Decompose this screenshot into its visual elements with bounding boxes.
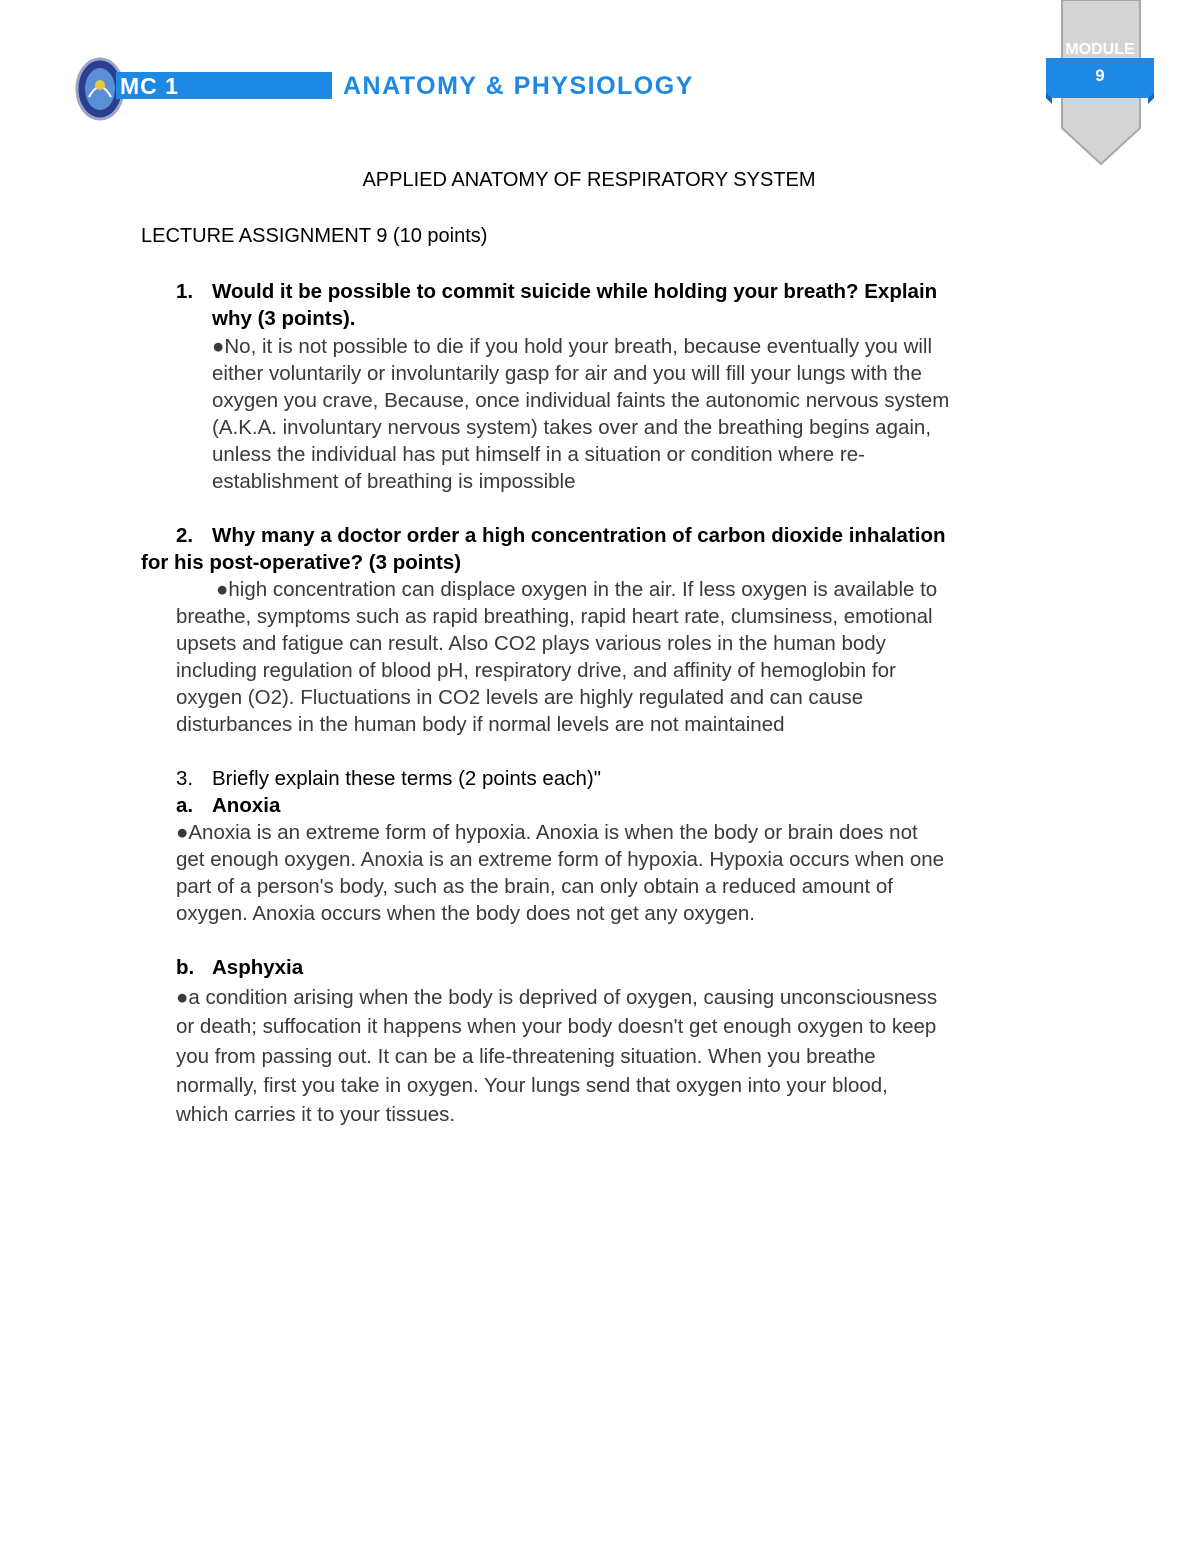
q3b-term: Asphyxia (212, 956, 304, 979)
q3b-label: b. (176, 956, 195, 979)
q3a-term: Anoxia (212, 794, 281, 817)
module-number: 9 (1095, 66, 1105, 85)
q3a-answer: ●Anoxia is an extreme form of hypoxia. Anoxia is when the body or brain does not get enough oxygen. Anoxia is an extreme form of hypoxia. Hypoxia occurs when one part of a person's body, such as the brain, can only obtain a reduced amount of oxygen. Anoxia occurs when the body does not get any oxygen. (176, 821, 945, 925)
module-badge (1038, 0, 1162, 170)
q1-number: 1. (176, 280, 194, 303)
q3b-answer: ●a condition arising when the body is deprived of oxygen, causing unconsciousness or death; suffocation it happens when your body doesn't get enough oxygen to keep you from passing out. It can be a life-threatening situation. When you breathe normally, first you take in oxygen. Your lungs send that oxygen into your blood, which carries it to your tissues. (176, 986, 938, 1127)
q3a-label: a. (176, 794, 194, 817)
q2-question-line2: for his post-operative? (3 points) (141, 551, 462, 574)
assignment-heading: LECTURE ASSIGNMENT 9 (10 points) (141, 225, 488, 247)
q2-number: 2. (176, 524, 194, 547)
q1-question: Would it be possible to commit suicide while holding your breath? Explain why (3 points). (212, 280, 938, 330)
subject-title: ANATOMY & PHYSIOLOGY (343, 72, 694, 100)
q2-question-line1: Why many a doctor order a high concentration of carbon dioxide inhalation (212, 524, 946, 547)
document-title: APPLIED ANATOMY OF RESPIRATORY SYSTEM (362, 169, 816, 191)
q1-answer: ●No, it is not possible to die if you hold your breath, because eventually you will either voluntarily or involuntarily gasp for air and you will fill your lungs with the oxygen you crave, Because, once individual faints the autonomic nervous system (A.K.A. involuntary nervous system) takes over and the breathing begins again, unless the individual has put himself in a situation or condition where re- establishment of breathing is impossible (212, 335, 950, 493)
q3-number: 3. (176, 767, 194, 790)
module-label: MODULE (1065, 41, 1135, 58)
q2-answer: ●high concentration can displace oxygen in the air. If less oxygen is available to breathe, symptoms such as rapid breathing, rapid heart rate, clumsiness, emotional upsets and fatigue can result. Also CO2 plays various roles in the human body including regulation of blood pH, respiratory drive, and affinity of hemoglobin for oxygen (O2). Fluctuations in CO2 levels are highly regulated and can cause disturbances in the human body if normal levels are not maintained (176, 578, 938, 736)
course-code-bar: MC 1 (116, 72, 332, 99)
q3-prompt: Briefly explain these terms (2 points each)" (212, 767, 601, 790)
